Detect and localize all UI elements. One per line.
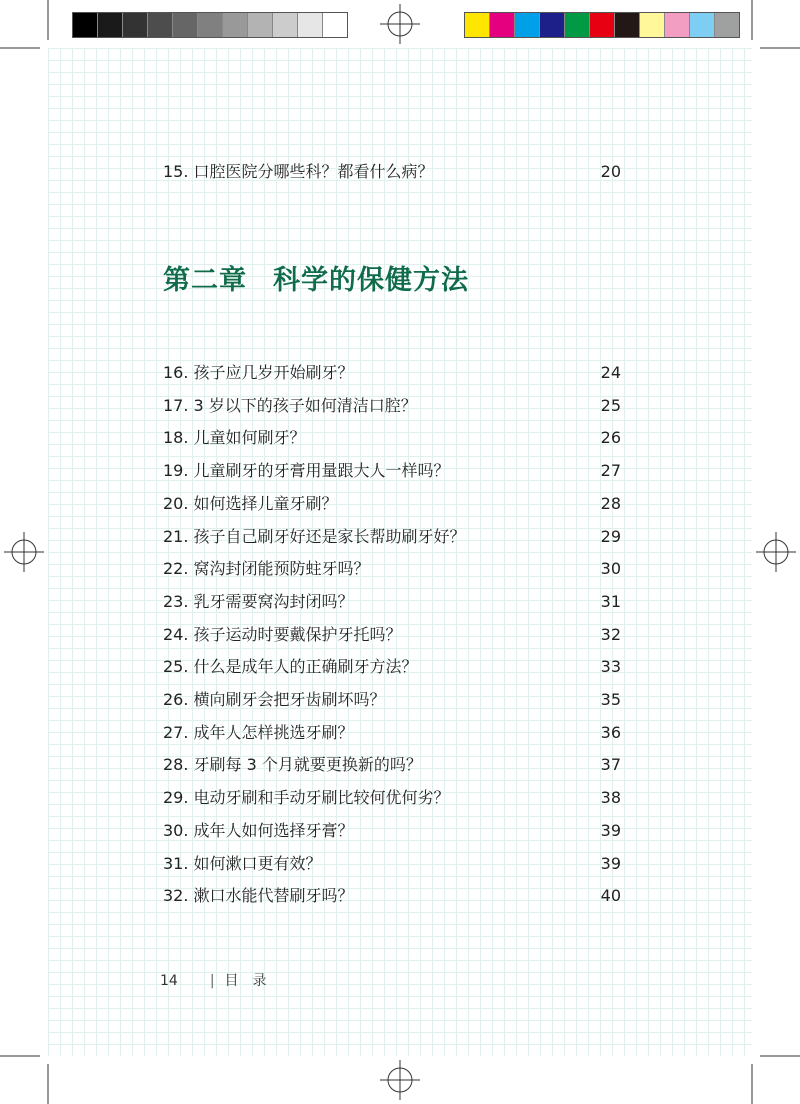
toc-entry-page: 29 [600,526,621,546]
toc-entry-title: 18. 儿童如何刷牙？ [163,428,306,448]
registration-mark-bottom [380,1060,420,1100]
toc-entry[interactable] [163,718,623,748]
color-swatch [640,13,665,37]
toc-entry[interactable] [163,849,623,879]
color-swatch [223,13,248,37]
toc-entry[interactable] [163,816,623,846]
color-swatch [540,13,565,37]
toc-entry[interactable] [163,587,623,617]
color-swatch [273,13,298,37]
process-color-bar [464,12,740,38]
color-swatch [148,13,173,37]
color-swatch [123,13,148,37]
toc-entry-page: 31 [600,591,621,611]
toc-entry-page: 35 [600,690,621,709]
toc-entry-page: 33 [600,657,621,677]
chapter-title: 科学的保健方法 [273,265,469,296]
toc-entry-title: 24. 孩子运动时要戴保护牙托吗？ [163,624,402,644]
chapter-number: 第二章 [163,265,247,296]
toc-entry-title: 29. 电动牙刷和手动牙刷比较何优何劣？ [163,788,450,808]
toc-entry-title: 21. 孩子自己刷牙好还是家长帮助刷牙好？ [163,526,466,546]
toc-entry[interactable] [163,522,623,552]
color-swatch [248,13,273,37]
toc-entry-page: 27 [600,461,621,481]
color-swatch [715,13,739,37]
toc-entry[interactable] [163,881,623,911]
color-swatch [490,13,515,37]
chapter-heading [163,258,469,297]
color-swatch [665,13,690,37]
toc-entry[interactable] [163,456,623,486]
color-swatch [323,13,347,37]
toc-entry-page: 40 [600,886,621,906]
toc-entry-title: 30. 成年人如何选择牙膏？ [163,820,354,840]
toc-entry-title: 16. 孩子应几岁开始刷牙？ [163,363,354,382]
toc-entry-page: 28 [600,493,621,513]
color-swatch [590,13,615,37]
toc-entry[interactable] [163,391,623,421]
toc-entry-title: 19. 儿童刷牙的牙膏用量跟大人一样吗？ [163,461,450,481]
toc-entry-title: 32. 漱口水能代替刷牙吗？ [163,886,354,906]
toc-entry-title: 22. 窝沟封闭能预防蛀牙吗？ [163,559,370,579]
color-swatch [515,13,540,37]
toc-entry[interactable] [163,652,623,682]
toc-entry-title: 26. 横向刷牙会把牙齿刷坏吗？ [163,690,386,709]
toc-entry-title: 28. 牙刷每 3 个月就要更换新的吗？ [163,755,422,775]
toc-entry[interactable] [163,685,623,715]
toc-entry[interactable] [163,423,623,453]
color-swatch [198,13,223,37]
toc-entry-page: 25 [600,395,621,415]
toc-entry-title: 23. 乳牙需要窝沟封闭吗？ [163,591,354,611]
color-swatch [565,13,590,37]
toc-entry-page: 24 [600,363,621,382]
color-swatch [173,13,198,37]
color-swatch [298,13,323,37]
grayscale-color-bar [72,12,348,38]
toc-entry[interactable] [163,783,623,813]
registration-mark-left [4,532,44,572]
toc-entry-title: 20. 如何选择儿童牙刷？ [163,493,338,513]
registration-mark-right [756,532,796,572]
toc-entry[interactable] [163,489,623,519]
color-swatch [615,13,640,37]
toc-entry-page: 39 [600,820,621,840]
color-swatch [465,13,490,37]
toc-entry-page: 20 [600,162,621,181]
toc-entry-page: 26 [600,428,621,448]
toc-entry-page: 36 [600,722,621,742]
toc-entry[interactable] [163,358,623,388]
toc-entry[interactable] [163,750,623,780]
page-footer [160,970,281,990]
color-swatch [73,13,98,37]
toc-entry-page: 32 [600,624,621,644]
color-swatch [690,13,715,37]
toc-entry[interactable] [163,554,623,584]
toc-entry-15[interactable] [163,157,623,187]
toc-entry-title: 17. 3 岁以下的孩子如何清洁口腔？ [163,395,417,415]
registration-mark-top [380,4,420,44]
footer-separator: | [209,973,215,989]
toc-entry-page: 37 [600,755,621,775]
toc-entry-title: 31. 如何漱口更有效？ [163,853,322,873]
color-swatch [98,13,123,37]
toc-entry-page: 38 [600,788,621,808]
toc-entry-title: 27. 成年人怎样挑选牙刷？ [163,722,354,742]
footer-page-number: 14 [160,973,178,989]
toc-entry-title: 25. 什么是成年人的正确刷牙方法？ [163,657,418,677]
toc-entry-page: 30 [600,559,621,579]
toc-entry-title: 15. 口腔医院分哪些科？都看什么病？ [163,162,434,181]
toc-entry-page: 39 [600,853,621,873]
toc-entry[interactable] [163,620,623,650]
footer-section-label: 目录 [224,973,281,989]
